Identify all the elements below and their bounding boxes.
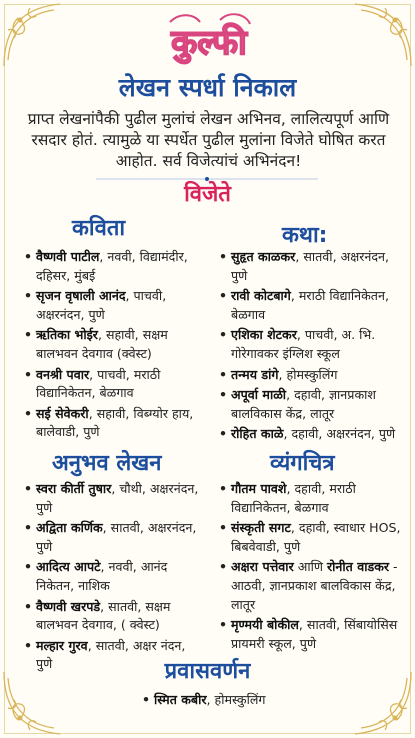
category-title-katha: कथा: bbox=[282, 223, 328, 248]
winner-name: रोहित काळे bbox=[231, 426, 284, 442]
winner-item bbox=[140, 691, 340, 710]
winner-item bbox=[217, 287, 405, 324]
winner-name: मल्हार गुरव bbox=[36, 637, 88, 653]
category-title-vyangchitra: व्यंगचित्र bbox=[270, 451, 335, 476]
winner-name: वैष्णवी पाटील bbox=[36, 249, 100, 264]
winner-detail: , दहावी, मराठी विद्यानिकेतन, बेळगाव bbox=[231, 481, 356, 515]
winner-item bbox=[217, 558, 405, 614]
svg-text:कुल्फी: कुल्फी bbox=[171, 23, 247, 63]
winner-name: सुहृत काळकर bbox=[231, 249, 296, 264]
winner-item bbox=[217, 366, 405, 385]
winner-name: मृण्मयी बोकील bbox=[231, 617, 299, 633]
winner-detail: , चौथी, अक्षरनंदन, पुणे bbox=[36, 481, 199, 515]
winner-item bbox=[22, 248, 200, 285]
winner-item bbox=[217, 616, 405, 653]
winner-detail: , सातवी, सिंबायोसिस प्रायमरी स्कूल, पुणे bbox=[231, 617, 398, 651]
winner-detail: , मराठी विद्यानिकेतन, बेळगाव bbox=[231, 288, 389, 322]
winner-item bbox=[22, 598, 200, 635]
winner-name: सृजन वृषाली आनंद bbox=[36, 288, 126, 304]
winner-detail: , दहावी, अक्षरनंदन, पुणे bbox=[283, 426, 396, 442]
winner-item bbox=[217, 480, 405, 517]
winner-detail: , पाचवी, अ. भि. गोरेगावकर इंग्लिश स्कूल bbox=[231, 327, 376, 361]
winner-name: स्मित कबीर bbox=[154, 692, 207, 707]
winner-item bbox=[22, 480, 200, 517]
winner-item bbox=[22, 558, 200, 595]
winner-detail: , सातवी, अक्षरनंदन, पुणे bbox=[231, 249, 390, 283]
katha-list bbox=[217, 248, 405, 446]
winner-name: आदित्य आपटे bbox=[36, 559, 101, 575]
vyangchitra-list bbox=[217, 480, 405, 655]
winner-item bbox=[217, 386, 405, 423]
anubhav-list bbox=[22, 480, 200, 676]
winner-detail: , पाचवी, मराठी विद्यानिकेतन, बेळगाव bbox=[36, 366, 161, 401]
page-title: लेखन स्पर्धा निकाल bbox=[118, 73, 297, 102]
winner-detail: , सातवी, अक्षरनंदन, पुणे bbox=[36, 520, 197, 554]
winner-name: स्वरा कीर्ती तुषार bbox=[36, 481, 112, 496]
winner-name: रावी कोटबागे bbox=[231, 288, 291, 304]
winner-item bbox=[22, 287, 200, 324]
kulfi-logo bbox=[160, 8, 258, 70]
winner-detail: , होमस्कुलिंग bbox=[278, 366, 338, 382]
winner-detail: - आठवी, ज्ञानप्रकाश बालविकास केंद्र, लातूर bbox=[231, 559, 398, 612]
winner-name: तन्मय डांगे bbox=[231, 366, 279, 382]
winner-detail: , सातवी, अक्षर नंदन, पुणे bbox=[36, 637, 186, 672]
corner-ornament bbox=[0, 0, 70, 70]
winner-name: वनश्री पवार bbox=[36, 366, 90, 382]
winner-name: संस्कृती सगट bbox=[231, 520, 291, 536]
category-title-anubhav: अनुभव लेखन bbox=[52, 451, 162, 476]
winner-name: वैष्णवी खरपडे bbox=[36, 598, 101, 614]
winner-name: अक्षरा पत्तेवार bbox=[231, 559, 294, 575]
winner-detail: आणि bbox=[293, 559, 327, 575]
winner-item bbox=[217, 425, 405, 444]
winner-detail: , सहावी, सक्षम बालभवन देवगाव (क्वेस्ट) bbox=[36, 327, 168, 361]
winner-item bbox=[22, 366, 200, 403]
pravas-list bbox=[140, 691, 340, 712]
kavita-list bbox=[22, 248, 200, 444]
corner-ornament bbox=[345, 0, 415, 70]
category-title-pravas: प्रवासवर्णन bbox=[164, 659, 251, 684]
winner-name: रोनीत वाडकर bbox=[326, 559, 390, 575]
winner-item bbox=[22, 519, 200, 556]
winner-item bbox=[217, 519, 405, 556]
winner-detail: , नववी, विद्यामंदीर, दहिसर, मुंबई bbox=[36, 249, 188, 283]
winner-detail: , होमस्कुलिंग bbox=[206, 692, 266, 707]
winner-detail: , सातवी, सक्षम बालभवन देवगाव, ( क्वेस्ट) bbox=[36, 598, 171, 633]
winner-detail: , नववी, आनंद निकेतन, नाशिक bbox=[36, 559, 168, 593]
winner-name: गौतम पावशे bbox=[231, 481, 287, 496]
category-title-kavita: कविता bbox=[72, 216, 126, 241]
winner-detail: , दहावी, स्वाधार HOS, बिबवेवाडी, पुणे bbox=[231, 520, 401, 554]
winner-item bbox=[22, 326, 200, 363]
winner-item bbox=[217, 326, 405, 363]
winner-name: एशिका शेटकर bbox=[231, 327, 297, 343]
winner-name: अद्विता कर्णिक bbox=[36, 520, 103, 536]
winner-item bbox=[217, 248, 405, 285]
winner-detail: , पाचवी, अक्षरनंदन, पुणे bbox=[36, 288, 167, 322]
winner-detail: , सहावी, विब्ग्योर हाय, बालेवाडी, पुणे bbox=[36, 405, 194, 440]
winner-name: ऋतिका भोईर bbox=[36, 327, 98, 343]
winner-name: सई सेवेकरी bbox=[36, 405, 89, 421]
winner-detail: , दहावी, ज्ञानप्रकाश बालविकास केंद्र, लातूर bbox=[231, 387, 376, 421]
winner-name: अपूर्वा माळी bbox=[231, 387, 287, 403]
winners-heading: विजेते bbox=[184, 182, 231, 207]
intro-paragraph: प्राप्त लेखनांपैकी पुढील मुलांचं लेखन अभिनव, लालित्यपूर्ण आणि रसदार होतं. त्यामुळे या स्पर्धेत पुढील मुलांना विजेते घोषित करत आहोत. सर्व विजेत्यांचं अभिनंदन! bbox=[27, 110, 390, 170]
winner-item bbox=[22, 405, 200, 442]
